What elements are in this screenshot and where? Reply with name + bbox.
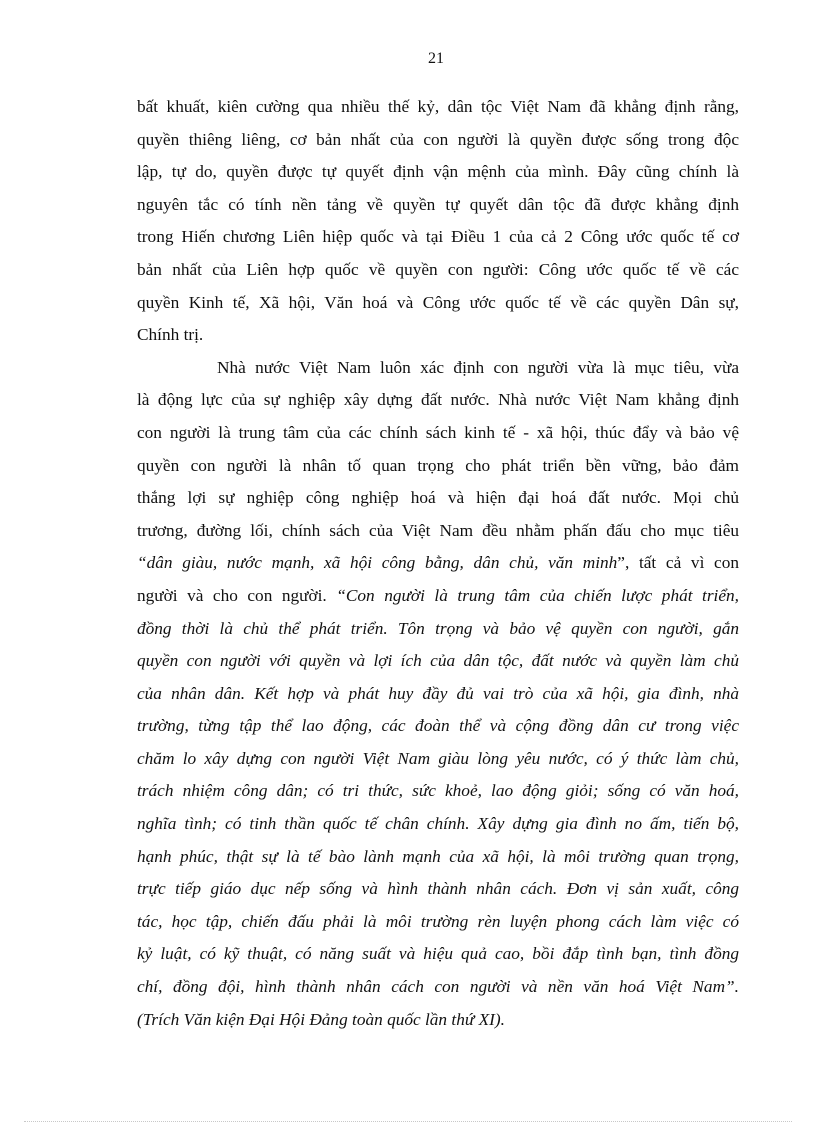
text-line: lập, tự do, quyền được tự quyết định vận mệnh của mình. Đây cũng chính là: [137, 162, 739, 182]
quotation-line: đồng thời là chủ thể phát triển. Tôn trọng và bảo vệ quyền con người, gắn: [137, 618, 739, 638]
quotation-line: quyền con người với quyền và lợi ích của dân tộc, đất nước và quyền làm chủ: [137, 651, 739, 671]
text-line: quyền thiêng liêng, cơ bản nhất của con người là quyền được sống trong độc: [137, 129, 739, 149]
text-line: con người là trung tâm của các chính sách kinh tế - xã hội, thúc đẩy và bảo vệ: [137, 422, 739, 442]
text-line: nguyên tắc có tính nền tảng về quyền tự quyết dân tộc đã được khẳng định: [137, 194, 739, 214]
quotation-line: hạnh phúc, thật sự là tế bào lành mạnh của xã hội, là môi trường quan trọng,: [137, 846, 739, 866]
paragraph-1: [137, 91, 739, 352]
text-segment: người và cho con người.: [137, 585, 337, 605]
text-line: trương, đường lối, chính sách của Việt Nam đều nhằm phấn đấu cho mục tiêu: [137, 520, 739, 540]
page-body: [137, 91, 739, 1036]
text-line-mixed: [137, 580, 739, 613]
quotation-line: nghĩa tình; có tinh thần quốc tế chân chính. Xây dựng gia đình no ấm, tiến bộ,: [137, 814, 739, 834]
quotation-start: “Con người là trung tâm của chiến lược phát triển,: [336, 585, 739, 605]
quotation-line: tác, học tập, chiến đấu phải là môi trường rèn luyện phong cách làm việc có: [137, 911, 739, 931]
text-line-mixed: [137, 547, 739, 580]
citation: (Trích Văn kiện Đại Hội Đảng toàn quốc lần thứ XI).: [137, 1009, 505, 1029]
quotation-line: trách nhiệm công dân; có tri thức, sức khoẻ, lao động giỏi; sống có văn hoá,: [137, 781, 739, 801]
paragraph-2: [137, 352, 739, 1036]
quotation-line: trực tiếp giáo dục nếp sống và hình thành nhân cách. Đơn vị sản xuất, công: [137, 879, 739, 899]
text-line: Nhà nước Việt Nam luôn xác định con người vừa là mục tiêu, vừa: [217, 357, 739, 377]
page-bottom-divider: [24, 1121, 792, 1122]
quotation-line: kỷ luật, có kỹ thuật, có năng suất và hiệu quả cao, bồi đắp tình bạn, tình đồng: [137, 944, 739, 964]
quoted-goal: “dân giàu, nước mạnh, xã hội công bằng, dân chủ, văn minh: [137, 553, 618, 573]
quotation-line: chí, đồng đội, hình thành nhân cách con người và nền văn hoá Việt Nam”.: [137, 977, 739, 997]
quotation-line: chăm lo xây dựng con người Việt Nam giàu lòng yêu nước, có ý thức làm chủ,: [137, 748, 739, 768]
text-line: quyền Kinh tế, Xã hội, Văn hoá và Công ước quốc tế về các quyền Dân sự,: [137, 292, 739, 312]
text-line: thắng lợi sự nghiệp công nghiệp hoá và hiện đại hoá đất nước. Mọi chủ: [137, 488, 739, 508]
text-line: là động lực của sự nghiệp xây dựng đất nước. Nhà nước Việt Nam khẳng định: [137, 390, 739, 410]
quotation-line: của nhân dân. Kết hợp và phát huy đầy đủ vai trò của xã hội, gia đình, nhà: [137, 683, 739, 703]
text-line: quyền con người là nhân tố quan trọng cho phát triển bền vững, bảo đảm: [137, 455, 739, 475]
text-line: bản nhất của Liên hợp quốc về quyền con người: Công ước quốc tế về các: [137, 259, 739, 279]
quotation-line: trường, từng tập thể lao động, các đoàn thể và cộng đồng dân cư trong việc: [137, 716, 739, 736]
page-number: 21: [428, 50, 444, 67]
text-line: trong Hiến chương Liên hiệp quốc và tại Điều 1 của cả 2 Công ước quốc tế cơ: [137, 227, 739, 247]
text-segment: ”, tất cả vì con: [617, 553, 740, 573]
text-line: bất khuất, kiên cường qua nhiều thế kỷ, dân tộc Việt Nam đã khẳng định rằng,: [137, 97, 739, 116]
text-line: Chính trị.: [137, 325, 204, 345]
